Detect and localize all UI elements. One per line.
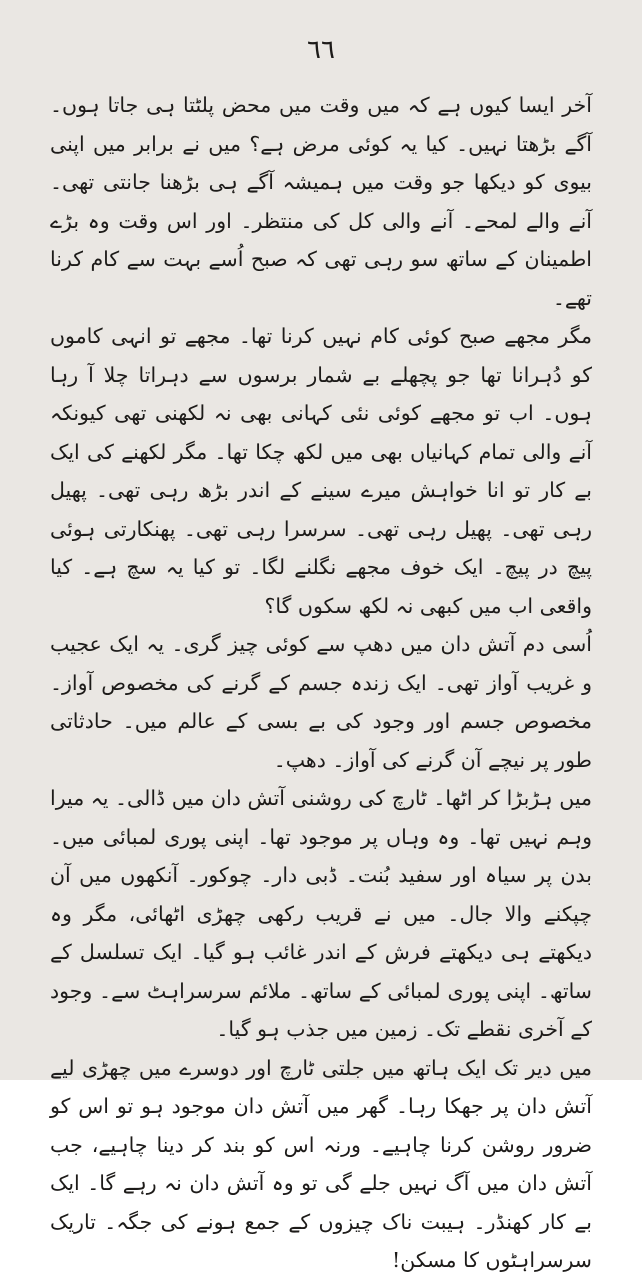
- paragraph-4: میں ہڑبڑا کر اٹھا۔ ٹارچ کی روشنی آتش دان میں ڈالی۔ یہ میرا وہم نہیں تھا۔ وہ وہاں پر موجود تھا۔ اپنی پوری لمبائی میں۔ بدن پر سیاہ اور سفید بُنت۔ ڈبی دار۔ چوکور۔ آنکھوں میں آن چپکنے والا جال۔ میں نے قریب رکھی چھڑی اٹھائی، مگر وہ دیکھتے ہی دیکھتے فرش کے اندر غائب ہو گیا۔ ایک تسلسل کے ساتھ۔ اپنی پوری لمبائی کے ساتھ۔ ملائم سرسراہٹ سے۔ وجود کے آخری نقطے تک۔ زمین میں جذب ہو گیا۔: [50, 786, 592, 1041]
- paragraph-3: اُسی دم آتش دان میں دھپ سے کوئی چیز گری۔ یہ ایک عجیب و غریب آواز تھی۔ ایک زندہ جسم کے گرنے کی مخصوص آواز۔ مخصوص جسم اور وجود کی بے بسی کے عالم میں۔ حادثاتی طور پر نیچے آن گرنے کی آواز۔ دھپ۔: [50, 632, 592, 772]
- page-body: [50, 86, 592, 1280]
- page-number: ٦٦: [307, 35, 335, 65]
- paragraph-1: آخر ایسا کیوں ہے کہ میں وقت میں محض پلٹتا ہی جاتا ہوں۔ آگے بڑھتا نہیں۔ کیا یہ کوئی مرض ہے؟ میں نے برابر میں اپنی بیوی کو دیکھا جو وقت میں ہمیشہ آگے ہی بڑھنا جانتی تھی۔ آنے والے لمحے۔ آنے والی کل کی منتظر۔ اور اس وقت وہ بڑے اطمینان کے ساتھ سو رہی تھی کہ صبح اُسے بہت سے کام کرنا تھے۔: [50, 93, 592, 310]
- paragraph-5: میں دیر تک ایک ہاتھ میں جلتی ٹارچ اور دوسرے میں چھڑی لیے آتش دان پر جھکا رہا۔ گھر میں آتش دان موجود ہو تو اس کو ضرور روشن کرنا چاہیے۔ ورنہ اس کو بند کر دینا چاہیے، جب آتش دان میں آگ نہیں جلے گی تو وہ آتش دان نہ رہے گا۔ ایک بے کار کھنڈر۔ ہیبت ناک چیزوں کے جمع ہونے کی جگہ۔ تاریک سرسراہٹوں کا مسکن!: [50, 1055, 592, 1272]
- paragraph-2: مگر مجھے صبح کوئی کام نہیں کرنا تھا۔ مجھے تو انہی کاموں کو دُہرانا تھا جو پچھلے بے شمار برسوں سے دہراتا چلا آ رہا ہوں۔ اب تو مجھے کوئی نئی کہانی بھی نہ لکھنی تھی کیونکہ آنے والی تمام کہانیاں بھی میں لکھ چکا تھا۔ مگر لکھنے کی ایک بے کار تو انا خواہش میرے سینے کے اندر بڑھ رہی تھی۔ پھیل رہی تھی۔ پھیل رہی تھی۔ سرسرا رہی تھی۔ پھنکارتی ہوئی پیچ در پیچ۔ ایک خوف مجھے نگلنے لگا۔ تو کیا یہ سچ ہے۔ کیا واقعی اب میں کبھی نہ لکھ سکوں گا؟: [50, 324, 592, 618]
